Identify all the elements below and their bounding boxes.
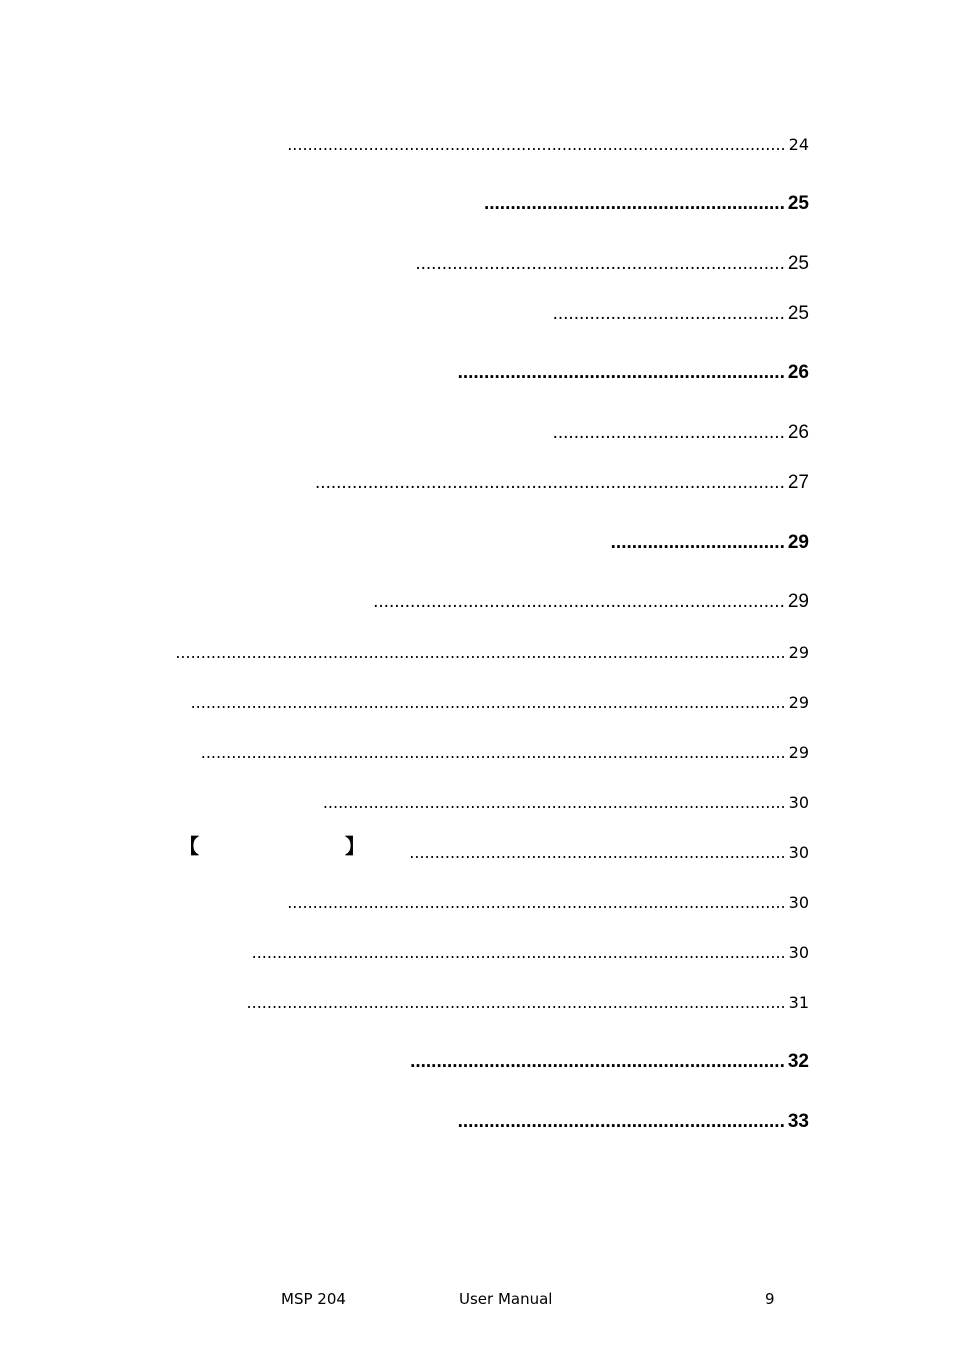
toc-entry [200,737,809,762]
dot-leader: ..................................................................................................................... [190,693,786,712]
page-number: 25 [787,303,809,324]
dot-leader: ................................................................................................................... [200,743,786,762]
toc-entry [394,358,809,382]
toc-entry [549,528,809,552]
toc-entry [409,837,809,862]
toc-entry [175,637,809,662]
toc-entry [322,787,809,812]
toc-entry [387,1107,809,1131]
toc-entry [387,249,809,273]
dot-leader: .................................................................................................. [287,135,786,154]
page-number: 30 [788,843,809,862]
page-number: 26 [787,362,809,383]
page-number: 30 [788,893,809,912]
dot-leader: ......................................................................................... [315,472,785,493]
dot-leader: ............................................ [552,422,785,443]
page-number: 32 [787,1051,809,1072]
toc-entry [224,987,809,1011]
toc-entry [190,687,809,712]
toc-entry [287,129,809,154]
page-number: 29 [788,643,809,662]
page-number: 29 [787,591,809,612]
toc-entry [275,887,809,911]
toc-entry [276,468,809,492]
dot-leader: ............................................ [552,303,785,324]
dot-leader: ....................................................................... [410,1051,785,1072]
bracket-open: 【 [179,834,199,858]
dot-leader: ........................................................................................................................ [175,643,786,662]
dot-leader: .............................................................. [457,362,785,383]
dot-leader: .............................................................. [457,1111,785,1132]
page-number: 29 [788,743,809,762]
page-number: 26 [787,422,809,443]
footer-title: User Manual [459,1290,553,1308]
bracket-close: 】 [345,834,365,858]
page-number: 30 [788,793,809,812]
dot-leader: .................................................................................................. [287,893,786,912]
dot-leader: ......................................................................................................... [251,943,786,962]
dot-leader: ................................. [610,532,785,553]
page-number: 29 [788,693,809,712]
dot-leader: .......................................................................................................... [246,993,786,1012]
page-number: 25 [787,193,809,214]
toc-entry [239,937,809,961]
dot-leader: ........................................................................................... [322,793,786,812]
toc-entry [537,299,809,323]
page-number: 31 [788,993,809,1012]
dot-leader: ...................................................................... [415,253,785,274]
dot-leader: .............................................................................. [373,591,785,612]
dot-leader: ......................................................... [483,193,785,214]
page-number: 25 [787,253,809,274]
toc-entry [341,587,809,611]
page-number: 27 [787,472,809,493]
footer-model: MSP 204 [281,1290,346,1308]
page-number: 33 [787,1111,809,1132]
toc-entry [417,189,809,213]
toc-entry [537,418,809,442]
page-number: 29 [787,532,809,553]
page-number: 30 [788,943,809,962]
page-number: 24 [788,135,809,154]
toc-entry [316,1047,809,1071]
dot-leader: .......................................................................... [409,843,786,862]
footer-page-number: 9 [765,1290,775,1308]
